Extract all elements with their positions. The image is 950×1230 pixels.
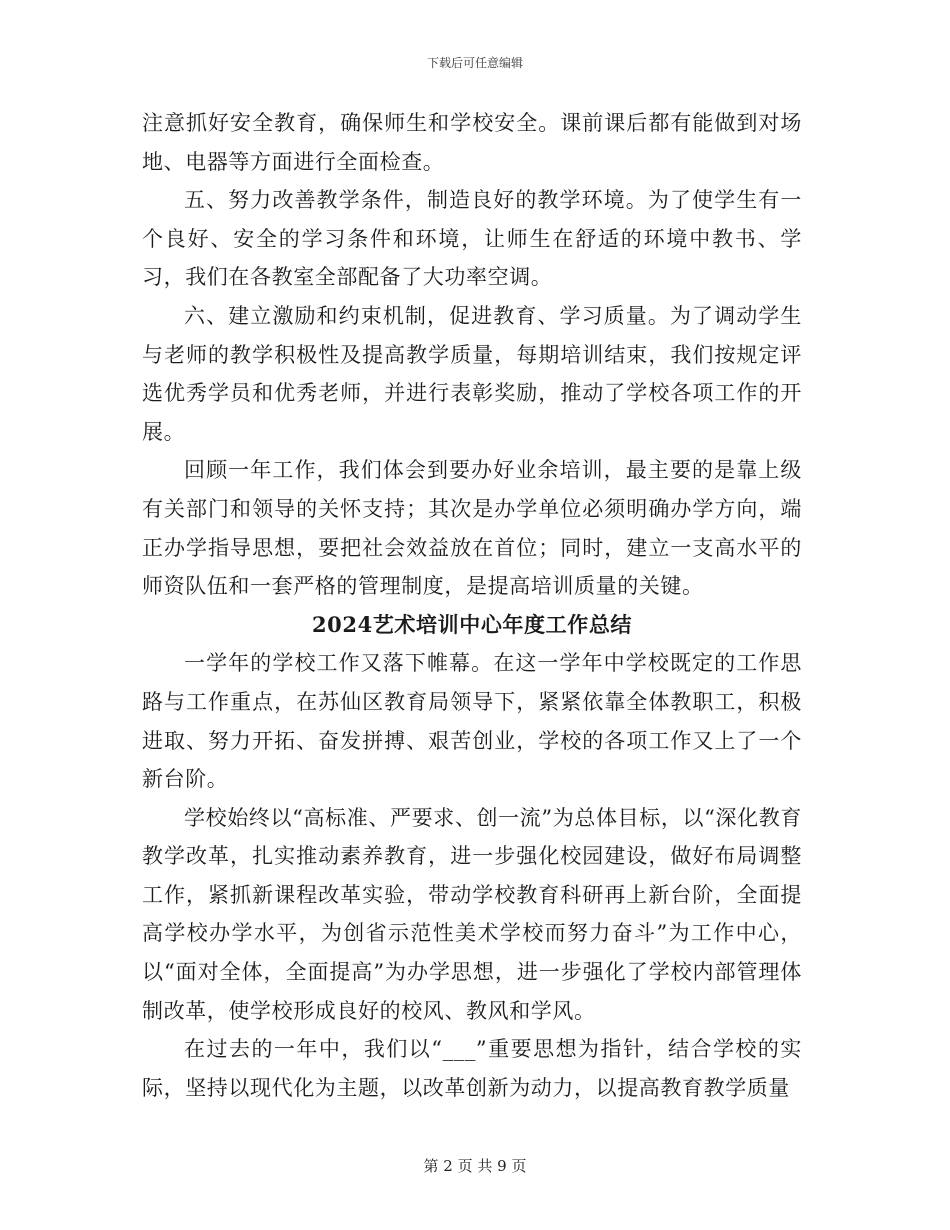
page-footer: 第 2 页 共 9 页 xyxy=(423,1157,527,1175)
paragraph-review: 回顾一年工作，我们体会到要办好业余培训，最主要的是靠上级有关部门和领导的关怀支持；其次是办学单位必须明确办学方向，端正办学指导思想，要把社会效益放在首位；同时，建立一支高水平的师资队伍和一套严格的管理制度，是提高培训质量的关键。 xyxy=(142,458,802,599)
paragraph-intro: 一学年的学校工作又落下帷幕。在这一学年中学校既定的工作思路与工作重点，在苏仙区教育局领导下，紧紧依靠全体教职工，积极进取、努力开拓、奋发拼搏、艰苦创业，学校的各项工作又上了一个新台阶。 xyxy=(142,651,802,792)
page-header: 下载后可任意编辑 xyxy=(426,56,523,70)
paragraph-item-five: 五、努力改善教学条件，制造良好的教学环境。为了使学生有一个良好、安全的学习条件和环境，让师生在舒适的环境中教书、学习，我们在各教室全部配备了大功率空调。 xyxy=(142,188,802,290)
paragraph-continuation: 注意抓好安全教育，确保师生和学校安全。课前课后都有能做到对场地、电器等方面进行全面检查。 xyxy=(142,111,802,174)
section-title: 2024艺术培训中心年度工作总结 xyxy=(311,611,633,637)
paragraph-goals: 学校始终以“高标准、严要求、创一流”为总体目标，以“深化教育教学改革，扎实推动素养教育，进一步强化校园建设，做好布局调整工作，紧抓新课程改革实验，带动学校教育科研再上新台阶，全面提高学校办学水平，为创省示范性美术学校而努力奋斗”为工作中心，以“面对全体，全面提高”为办学思想，进一步强化了学校内部管理体制改革，使学校形成良好的校风、教风和学风。 xyxy=(142,805,802,1023)
paragraph-past-year: 在过去的一年中，我们以“___”重要思想为指针，结合学校的实际，坚持以现代化为主题，以改革创新为动力，以提高教育教学质量 xyxy=(142,1037,802,1100)
document-body xyxy=(142,104,802,1107)
paragraph-item-six: 六、建立激励和约束机制，促进教育、学习质量。为了调动学生与老师的教学积极性及提高教学质量，每期培训结束，我们按规定评选优秀学员和优秀老师，并进行表彰奖励，推动了学校各项工作的开展。 xyxy=(142,303,802,444)
